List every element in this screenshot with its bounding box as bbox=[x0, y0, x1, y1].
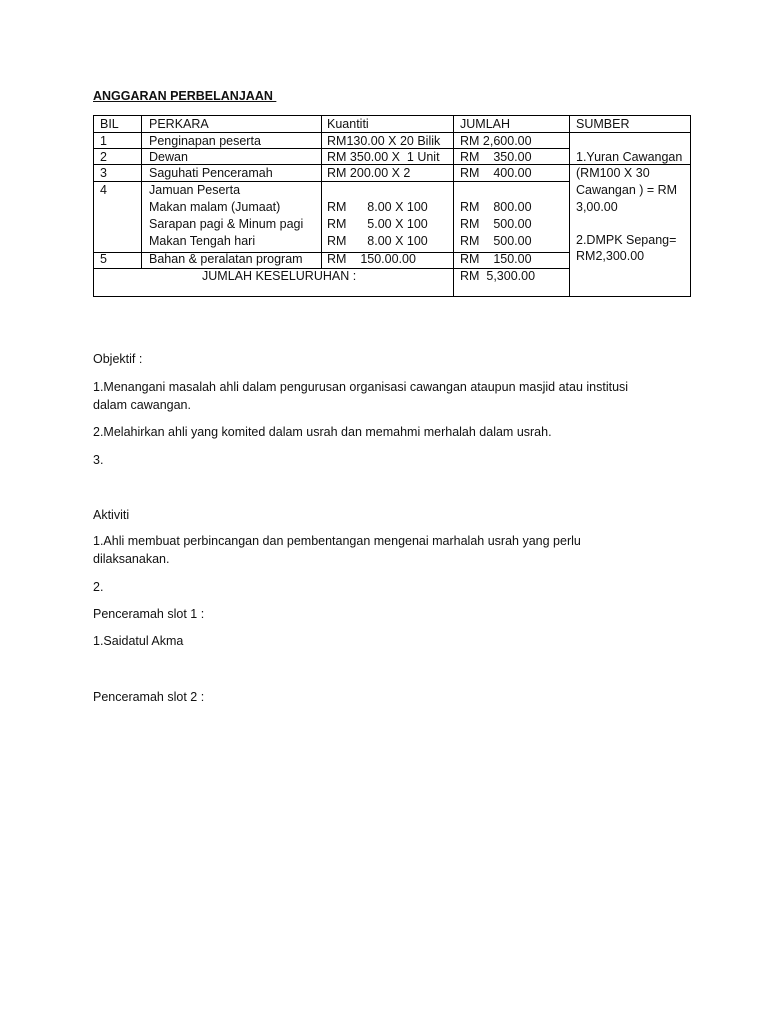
total-label: JUMLAH KESELURUHAN : bbox=[202, 269, 357, 283]
row-kuantiti: RM130.00 X 20 Bilik bbox=[327, 134, 441, 148]
table-rule bbox=[141, 116, 142, 268]
header-perkara: PERKARA bbox=[149, 117, 209, 131]
sumber-line: RM2,300.00 bbox=[576, 249, 645, 263]
header-bil: BIL bbox=[100, 117, 119, 131]
slot1-heading: Penceramah slot 1 : bbox=[93, 607, 205, 621]
aktiviti-item: 2. bbox=[93, 580, 104, 594]
row-perkara: Saguhati Penceramah bbox=[149, 166, 273, 180]
row-kuantiti: RM 200.00 X 2 bbox=[327, 166, 411, 180]
row-bil: 5 bbox=[100, 252, 107, 266]
row-kuantiti: RM 350.00 X 1 Unit bbox=[327, 150, 440, 164]
objektif-item: 2.Melahirkan ahli yang komited dalam usrah dan memahmi merhalah dalam usrah. bbox=[93, 425, 552, 439]
row-jumlah: RM 400.00 bbox=[460, 166, 532, 180]
row-kuantiti: RM 8.00 X 100 bbox=[327, 200, 428, 214]
objektif-item: 3. bbox=[93, 453, 104, 467]
slot2-heading: Penceramah slot 2 : bbox=[93, 690, 205, 704]
row-jumlah: RM 2,600.00 bbox=[460, 134, 532, 148]
table-rule bbox=[321, 116, 322, 268]
row-jumlah: RM 500.00 bbox=[460, 234, 532, 248]
row-perkara: Jamuan Peserta bbox=[149, 183, 241, 197]
row-perkara: Sarapan pagi & Minum pagi bbox=[149, 217, 304, 231]
row-kuantiti: RM 8.00 X 100 bbox=[327, 234, 428, 248]
row-jumlah: RM 800.00 bbox=[460, 200, 532, 214]
row-bil: 1 bbox=[100, 134, 107, 148]
sumber-line: 2.DMPK Sepang= bbox=[576, 233, 677, 247]
sumber-line: 3,00.00 bbox=[576, 200, 618, 214]
header-sumber: SUMBER bbox=[576, 117, 630, 131]
row-kuantiti: RM 5.00 X 100 bbox=[327, 217, 428, 231]
row-bil: 2 bbox=[100, 150, 107, 164]
objektif-item: 1.Menangani masalah ahli dalam pengurusan organisasi cawangan ataupun masjid atau institusi dalam cawangan. bbox=[93, 380, 629, 412]
row-bil: 4 bbox=[100, 183, 107, 197]
document-title: ANGGARAN PERBELANJAAN bbox=[93, 89, 277, 103]
slot1-name: 1.Saidatul Akma bbox=[93, 634, 184, 648]
row-perkara: Bahan & peralatan program bbox=[149, 252, 303, 266]
row-perkara: Penginapan peserta bbox=[149, 134, 261, 148]
objektif-heading: Objektif : bbox=[93, 352, 143, 366]
row-jumlah: RM 500.00 bbox=[460, 217, 532, 231]
table-rule bbox=[453, 116, 454, 296]
row-jumlah: RM 150.00 bbox=[460, 252, 532, 266]
header-jumlah: JUMLAH bbox=[460, 117, 511, 131]
budget-table bbox=[93, 115, 691, 297]
aktiviti-heading: Aktiviti bbox=[93, 508, 130, 522]
aktiviti-item: 1.Ahli membuat perbincangan dan pembentangan mengenai marhalah usrah yang perlu dilaksanakan. bbox=[93, 534, 581, 566]
row-perkara: Makan Tengah hari bbox=[149, 234, 256, 248]
table-rule bbox=[569, 116, 570, 296]
row-jumlah: RM 350.00 bbox=[460, 150, 532, 164]
row-kuantiti: RM 150.00.00 bbox=[327, 252, 416, 266]
total-value: RM 5,300.00 bbox=[460, 269, 536, 283]
row-perkara: Makan malam (Jumaat) bbox=[149, 200, 281, 214]
sumber-line: 1.Yuran Cawangan bbox=[576, 150, 683, 164]
sumber-line: (RM100 X 30 bbox=[576, 166, 650, 180]
row-perkara: Dewan bbox=[149, 150, 188, 164]
header-kuantiti: Kuantiti bbox=[327, 117, 369, 131]
sumber-line: Cawangan ) = RM bbox=[576, 183, 678, 197]
row-bil: 3 bbox=[100, 166, 107, 180]
